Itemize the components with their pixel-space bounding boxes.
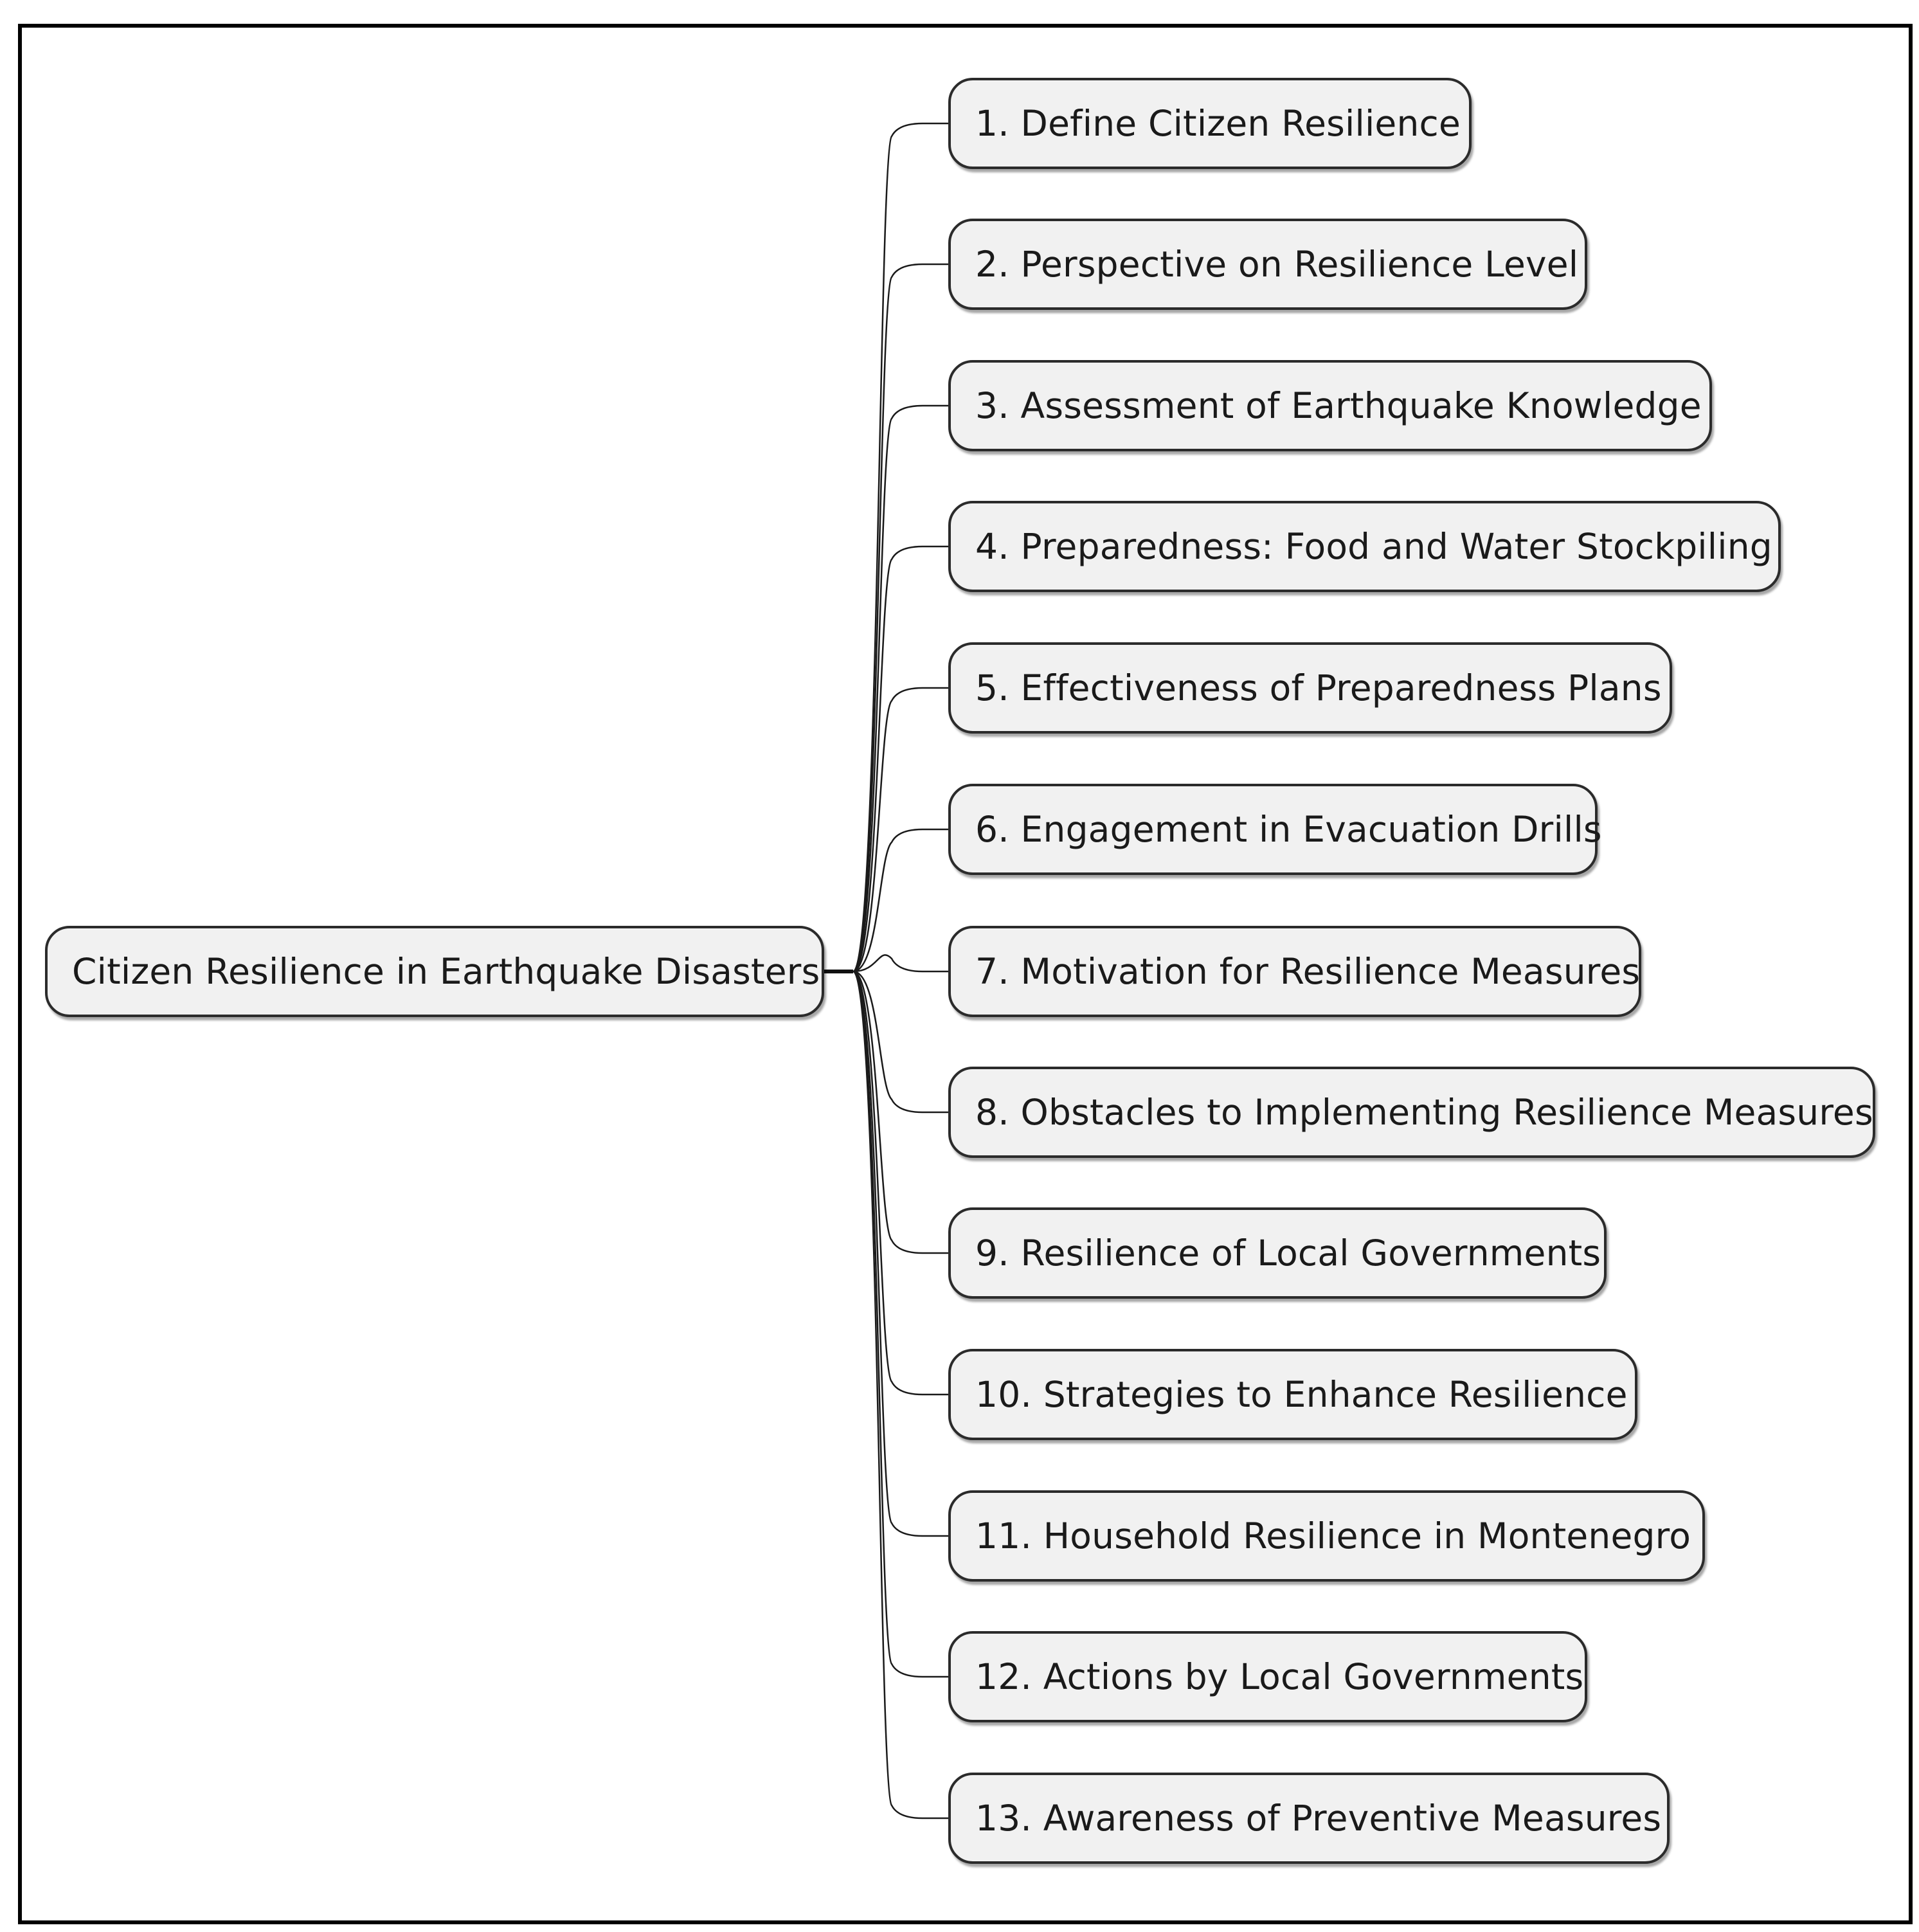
child-node-11[interactable] [948, 1490, 1705, 1582]
child-node-6[interactable] [948, 784, 1602, 875]
root-node[interactable] [45, 926, 824, 1017]
edge-10 [853, 971, 948, 1395]
child-node-label: 9. Resilience of Local Governments [975, 1232, 1601, 1274]
edge-2 [853, 264, 948, 971]
child-node-label: 5. Effectiveness of Preparedness Plans [975, 667, 1662, 709]
child-node-label: 7. Motivation for Resilience Measures [975, 951, 1641, 992]
child-node-label: 10. Strategies to Enhance Resilience [975, 1374, 1628, 1415]
child-node-9[interactable] [948, 1207, 1607, 1299]
child-node-label: 4. Preparedness: Food and Water Stockpiling [975, 526, 1772, 567]
child-node-1[interactable] [948, 78, 1472, 169]
child-node-label: 1. Define Citizen Resilience [975, 103, 1461, 144]
root-node-label: Citizen Resilience in Earthquake Disasters [72, 951, 820, 992]
child-node-label: 13. Awareness of Preventive Measures [975, 1798, 1662, 1839]
child-node-12[interactable] [948, 1631, 1587, 1722]
child-node-label: 12. Actions by Local Governments [975, 1656, 1584, 1697]
child-node-13[interactable] [948, 1773, 1670, 1864]
edge-1 [853, 123, 948, 971]
child-node-label: 2. Perspective on Resilience Level [975, 244, 1579, 285]
child-node-label: 3. Assessment of Earthquake Knowledge [975, 385, 1702, 426]
child-node-2[interactable] [948, 219, 1587, 310]
child-node-4[interactable] [948, 501, 1781, 592]
edge-4 [853, 546, 948, 971]
child-node-label: 6. Engagement in Evacuation Drills [975, 809, 1602, 850]
child-node-label: 11. Household Resilience in Montenegro [975, 1515, 1691, 1557]
child-node-10[interactable] [948, 1349, 1637, 1440]
child-node-5[interactable] [948, 642, 1672, 734]
edge-7 [853, 955, 948, 971]
child-node-3[interactable] [948, 360, 1712, 451]
child-node-label: 8. Obstacles to Implementing Resilience Measures [975, 1092, 1873, 1133]
child-node-7[interactable] [948, 926, 1641, 1017]
child-node-8[interactable] [948, 1067, 1875, 1158]
